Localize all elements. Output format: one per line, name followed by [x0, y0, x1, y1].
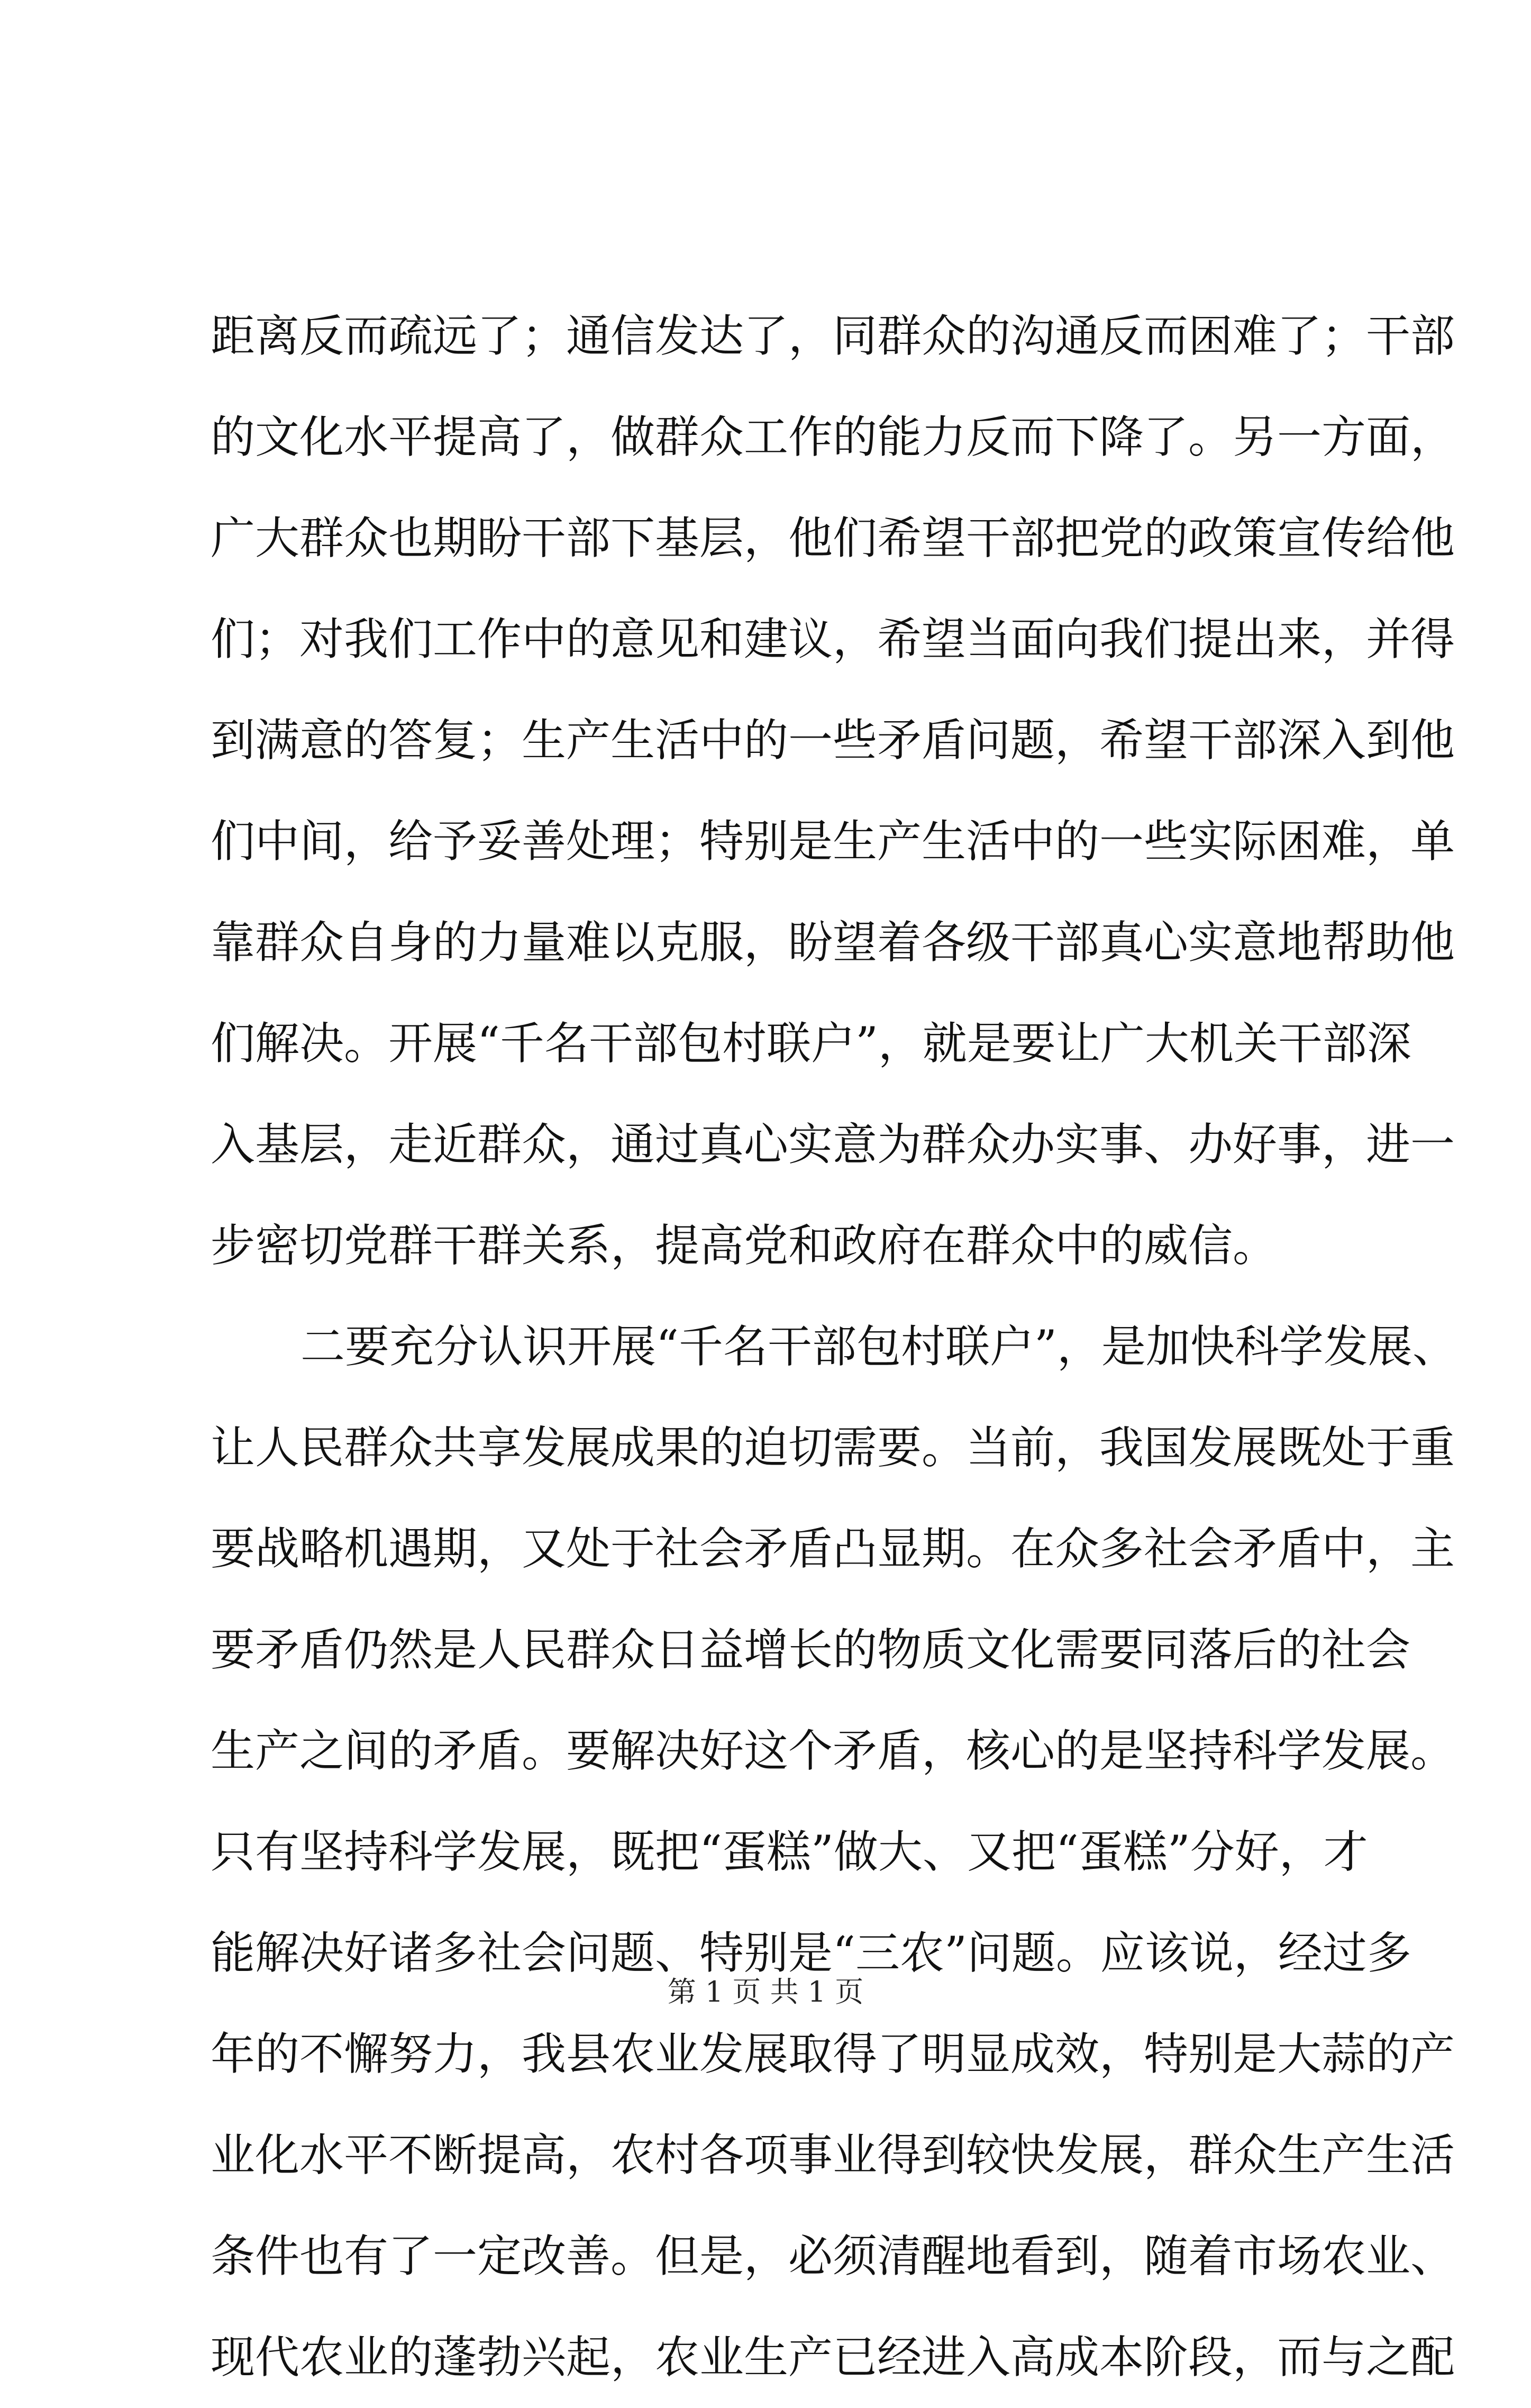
text-line: 步密切党群干群关系，提高党和政府在群众中的威信。 [211, 1220, 1278, 1271]
text-line: 们；对我们工作中的意见和建议，希望当面向我们提出来，并得 [211, 613, 1455, 665]
text-line: 只有坚持科学发展，既把“蛋糕”做大、又把“蛋糕”分好，才 [211, 1826, 1368, 1878]
text-line: 距离反而疏远了；通信发达了，同群众的沟通反而困难了；干部 [211, 310, 1455, 362]
text-line: 要矛盾仍然是人民群众日益增长的物质文化需要同落后的社会 [211, 1624, 1411, 1676]
text-line: 们中间，给予妥善处理；特别是生产生活中的一些实际困难，单 [211, 815, 1455, 867]
paragraph-1 [211, 286, 1455, 1296]
text-line: 入基层，走近群众，通过真心实意为群众办实事、办好事，进一 [211, 1119, 1455, 1170]
text-line: 广大群众也期盼干部下基层，他们希望干部把党的政策宣传给他 [211, 512, 1455, 564]
text-line: 要战略机遇期，又处于社会矛盾凸显期。在众多社会矛盾中，主 [211, 1523, 1455, 1575]
text-line: 到满意的答复；生产生活中的一些矛盾问题，希望干部深入到他 [211, 714, 1455, 766]
paragraph-2 [211, 1296, 1457, 2408]
text-line: 能解决好诸多社会问题、特别是“三农”问题。应该说，经过多 [211, 1927, 1411, 1979]
text-line: 的文化水平提高了，做群众工作的能力反而下降了。另一方面， [211, 411, 1455, 463]
text-line: 生产之间的矛盾。要解决好这个矛盾，核心的是坚持科学发展。 [211, 1725, 1455, 1777]
text-line: 让人民群众共享发展成果的迫切需要。当前，我国发展既处于重 [211, 1422, 1455, 1474]
text-line: 条件也有了一定改善。但是，必须清醒地看到，随着市场农业、 [211, 2230, 1455, 2282]
text-line: 年的不懈努力，我县农业发展取得了明显成效，特别是大蒜的产 [211, 2028, 1455, 2080]
text-line: 现代农业的蓬勃兴起，农业生产已经进入高成本阶段，而与之配 [211, 2331, 1455, 2383]
document-body [211, 286, 1457, 2408]
page-footer: 第 1 页 共 1 页 [667, 1975, 864, 2009]
text-line: 们解决。开展“千名干部包村联户”，就是要让广大机关干部深 [211, 1017, 1411, 1069]
text-line: 二要充分认识开展“千名干部包村联户”，是加快科学发展、 [300, 1321, 1457, 1373]
text-line: 靠群众自身的力量难以克服，盼望着各级干部真心实意地帮助他 [211, 916, 1455, 968]
text-line: 业化水平不断提高，农村各项事业得到较快发展，群众生产生活 [211, 2129, 1455, 2181]
